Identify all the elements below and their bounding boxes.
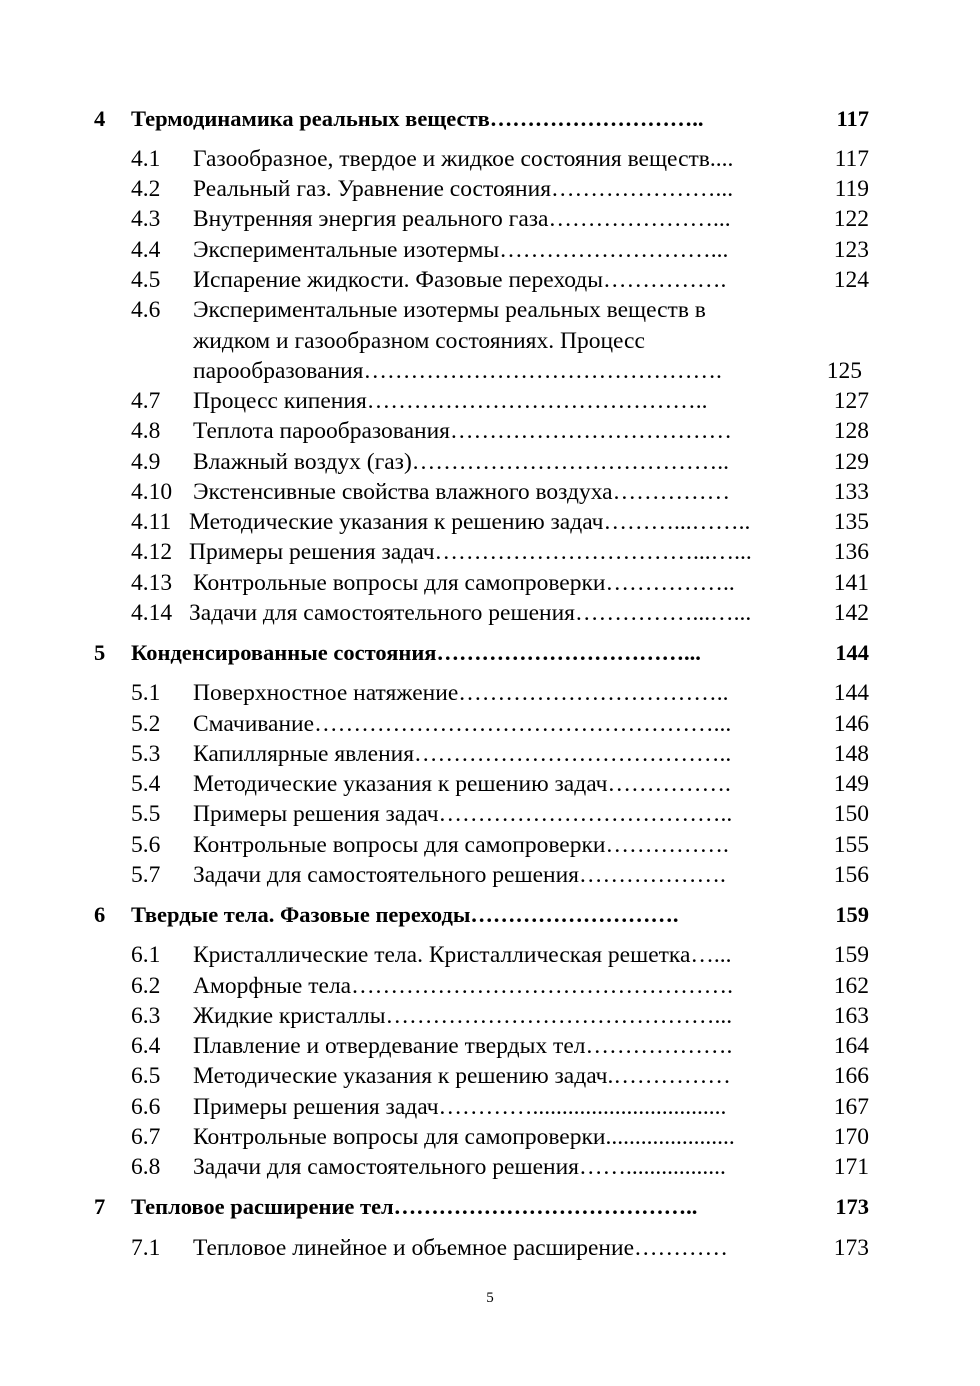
section-title-line-3: парообразования………………………………………. [193,358,722,384]
toc-item-4-6-end[interactable] [0,356,980,386]
toc-item-5-1[interactable] [0,678,980,708]
chapter-number: 4 [94,106,106,131]
section-number: 4.5 [131,267,161,293]
chapter-number: 5 [94,640,106,665]
section-number: 5.4 [131,771,161,797]
page-number: 129 [833,449,869,475]
section-title: Контрольные вопросы для самопроверки…………….. [193,570,735,596]
section-number: 4.6 [131,297,161,323]
section-title: Испарение жидкости. Фазовые переходы……………. [193,267,727,293]
page-number: 144 [833,680,869,706]
toc-item-4-11[interactable] [0,507,980,537]
chapter-title: Конденсированные состояния……………………………... [131,640,701,665]
page-number: 117 [834,146,869,172]
section-number: 4.8 [131,418,161,444]
chapter-title: Тепловое расширение тел………………………………….. [131,1194,698,1219]
toc-chapter-7[interactable] [0,1192,980,1222]
page-number: 128 [833,418,869,444]
section-number: 6.4 [131,1033,161,1059]
page-number: 124 [833,267,869,293]
section-title: Контрольные вопросы для самопроверки……………. [193,832,729,858]
toc-item-4-9[interactable] [0,447,980,477]
page-number: 167 [833,1094,869,1120]
section-title: Методические указания к решению задач.…………… [193,1063,731,1089]
section-number: 5.1 [131,680,161,706]
section-number: 4.3 [131,206,161,232]
page-number: 163 [833,1003,869,1029]
toc-chapter-6[interactable] [0,900,980,930]
section-number: 4.11 [131,509,172,535]
toc-item-5-7[interactable] [0,860,980,890]
page-number: 156 [833,862,869,888]
section-number: 4.4 [131,237,161,263]
toc-item-4-10[interactable] [0,477,980,507]
section-title: Внутренняя энергия реального газа…………………... [193,206,731,232]
toc-item-6-6[interactable] [0,1092,980,1122]
section-title: Экстенсивные свойства влажного воздуха…………… [193,479,731,505]
section-title: Влажный воздух (газ)………………………………….. [193,449,730,475]
toc-item-4-14[interactable] [0,598,980,628]
page-number: 117 [836,106,869,131]
section-number: 5.6 [131,832,161,858]
toc-item-5-3[interactable] [0,739,980,769]
page-number: 159 [835,902,869,927]
page-number: 171 [833,1154,869,1180]
section-number: 6.3 [131,1003,161,1029]
page-number: 135 [833,509,869,535]
section-title: Методические указания к решению задач……………. [193,771,731,797]
toc-item-4-12[interactable] [0,537,980,567]
page-number: 141 [833,570,869,596]
toc-item-4-4[interactable] [0,235,980,265]
page-number: 150 [833,801,869,827]
toc-item-6-8[interactable] [0,1152,980,1182]
page-number: 125 [826,358,862,384]
section-title: Кристаллические тела. Кристаллическая решетка…... [193,942,732,968]
toc-item-4-8[interactable] [0,416,980,446]
toc-item-6-3[interactable] [0,1001,980,1031]
section-number: 6.2 [131,973,161,999]
toc-item-4-13[interactable] [0,568,980,598]
toc-item-6-5[interactable] [0,1061,980,1091]
toc-item-5-6[interactable] [0,830,980,860]
section-number: 6.8 [131,1154,161,1180]
section-number: 4.12 [131,539,173,565]
section-title: Процесс кипения…………………………………….. [193,388,708,414]
toc-item-7-1[interactable] [0,1233,980,1263]
page-number: 119 [834,176,869,202]
section-number: 4.7 [131,388,161,414]
section-title: Примеры решения задач……………………………….. [193,801,733,827]
section-title-line-2: жидком и газообразном состояниях. Процесс [193,328,645,354]
section-title: Задачи для самостоятельного решения………………. [193,862,726,888]
toc-item-6-7[interactable] [0,1122,980,1152]
section-number: 6.7 [131,1124,161,1150]
page-number: 173 [835,1194,869,1219]
page-number: 149 [833,771,869,797]
page-number: 142 [833,600,869,626]
section-number: 6.5 [131,1063,161,1089]
page-number: 162 [833,973,869,999]
chapter-title: Термодинамика реальных веществ……………………….. [131,106,704,131]
page-number: 127 [833,388,869,414]
section-number: 4.1 [131,146,161,172]
page-number: 144 [835,640,869,665]
toc-item-4-1[interactable] [0,144,980,174]
chapter-title: Твердые тела. Фазовые переходы………………………. [131,902,679,927]
page-number: 123 [833,237,869,263]
page-number: 170 [833,1124,869,1150]
chapter-number: 7 [94,1194,106,1219]
section-number: 4.10 [131,479,173,505]
page-number: 159 [833,942,869,968]
section-title: Плавление и отвердевание твердых тел………………. [193,1033,733,1059]
section-number: 6.1 [131,942,161,968]
toc-item-4-5[interactable] [0,265,980,295]
toc-chapter-4[interactable] [0,104,980,134]
section-number: 5.5 [131,801,161,827]
page-footer-number: 5 [486,1290,494,1306]
section-title: Аморфные тела…………………………………………. [193,973,733,999]
page-number: 173 [833,1235,869,1261]
page-number: 133 [833,479,869,505]
section-title: Газообразное, твердое и жидкое состояния веществ.... [193,146,734,172]
section-number: 4.13 [131,570,173,596]
toc-item-4-2[interactable] [0,174,980,204]
toc-item-6-4[interactable] [0,1031,980,1061]
section-title: Капиллярные явления………………………………….. [193,741,732,767]
page-number: 122 [833,206,869,232]
section-number: 6.6 [131,1094,161,1120]
toc-item-4-3[interactable] [0,204,980,234]
section-title: Поверхностное натяжение…………………………….. [193,680,729,706]
page-number: 164 [833,1033,869,1059]
section-title: Тепловое линейное и объемное расширение………… [193,1235,729,1261]
toc-item-4-6-cont[interactable] [0,326,980,356]
toc-item-4-6[interactable] [0,295,980,325]
section-title: Методические указания к решению задач………...…….. [189,509,751,535]
toc-chapter-5[interactable] [0,638,980,668]
toc-item-5-2[interactable] [0,709,980,739]
section-title: Примеры решения задач…………................................. [193,1094,727,1120]
section-title: Реальный газ. Уравнение состояния…………………... [193,176,734,202]
toc-item-5-4[interactable] [0,769,980,799]
page-number: 136 [833,539,869,565]
page-number: 166 [833,1063,869,1089]
section-title: Примеры решения задач……………………………...…... [189,539,752,565]
page-number: 146 [833,711,869,737]
chapter-number: 6 [94,902,106,927]
section-title: Жидкие кристаллы……………………………………... [193,1003,733,1029]
section-title: Контрольные вопросы для самопроверки...................... [193,1124,735,1150]
section-number: 4.14 [131,600,173,626]
section-title: Экспериментальные изотермы………………………... [193,237,729,263]
page-number: 155 [833,832,869,858]
section-number: 5.2 [131,711,161,737]
section-title: Смачивание……………………………………………... [193,711,732,737]
section-number: 4.2 [131,176,161,202]
section-number: 5.7 [131,862,161,888]
toc-item-5-5[interactable] [0,799,980,829]
toc-item-6-1[interactable] [0,940,980,970]
toc-item-4-7[interactable] [0,386,980,416]
toc-item-6-2[interactable] [0,971,980,1001]
section-number: 4.9 [131,449,161,475]
section-number: 7.1 [131,1235,161,1261]
section-title: Теплота парообразования……………………………… [193,418,732,444]
section-number: 5.3 [131,741,161,767]
section-title-line-1: Экспериментальные изотермы реальных веществ в [193,297,706,323]
section-title: Задачи для самостоятельного решения……………...…... [189,600,752,626]
section-title: Задачи для самостоятельного решения……................. [193,1154,726,1180]
page-number: 148 [833,741,869,767]
